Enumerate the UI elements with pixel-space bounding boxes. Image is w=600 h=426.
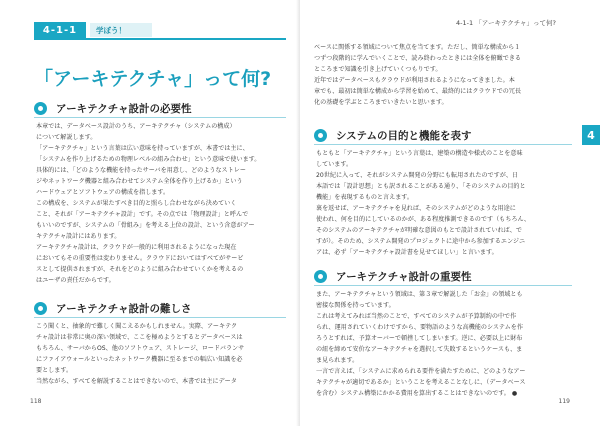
right-page xyxy=(300,0,600,426)
text-line: チャ設計は非常に奥の深い領域で、ここを極めようとするとデータベースは xyxy=(36,334,243,341)
text-line: においてもその重要性は変わりません。クラウドにおいてはすべてがサービ xyxy=(36,255,244,262)
section-number-badge: 4-1-1 xyxy=(34,22,86,38)
running-head: 4-1-1 「アーキテクチャ」って何? xyxy=(456,19,556,27)
text-line: この構成を、システムが果たすべき目的と照らし合わせながら決めていく xyxy=(36,200,237,207)
text-line: 裏を返せば、アーキテクチャを見れば、そのシステムがどのような用途に xyxy=(316,205,516,212)
bullet-icon xyxy=(314,270,327,283)
text-line: キテクチャ設計にはあります。 xyxy=(36,233,121,240)
text-line: について解説します。 xyxy=(36,134,97,141)
heading-underline xyxy=(34,117,286,118)
text-line: の紐を締めて安价なアーキテクチャを選択して失敗するというケースも、ま xyxy=(316,346,523,353)
text-line: 章でも、最初は簡単な構成から学習を始めて、最終的にはクラウドでの冗長 xyxy=(314,88,522,95)
heading-text: システムの目的と機能を表す xyxy=(336,130,472,142)
paragraph-purpose xyxy=(316,148,574,258)
paragraph-necessity xyxy=(36,121,288,286)
text-line: これは考えてみれば当然のことで、すべてのシステムが予算制約の中で作 xyxy=(316,313,517,320)
heading-text: アーキテクチャ設計の難しさ xyxy=(56,303,192,315)
text-line: つずつ段階的に学んでいくことで、読み終わったときには全体を俯瞰できる xyxy=(314,55,522,62)
heading-underline xyxy=(314,144,572,145)
text-line: ベースに関係する領域について焦点を当てます。ただし、簡単な構成から１ xyxy=(314,44,521,51)
page-title: 「アーキテクチャ」って何? xyxy=(34,68,272,90)
section-rule xyxy=(34,38,286,40)
bullet-icon xyxy=(34,102,47,115)
text-line: 具体的には、「どのような機能を持ったサーバを用意し、どのようなストレー xyxy=(36,167,246,174)
heading-text: アーキテクチャ設計の必要性 xyxy=(56,103,192,115)
text-line: また、アーキテクチャという領域は、第３章で解説した「お金」の領域とも xyxy=(316,291,523,298)
text-line: もともと「アーキテクチャ」という言葉は、建築の構造や様式のことを意味 xyxy=(316,150,523,157)
heading-purpose xyxy=(314,128,471,143)
text-line: られ、運用されていくわけですから、要物語のような高機能のシステムを作 xyxy=(316,324,523,331)
paragraph-importance xyxy=(316,289,574,399)
text-line: ま見られます。 xyxy=(316,357,359,364)
paragraph-continued xyxy=(314,42,574,108)
text-line: 当然ながら、すべてを解説することはできないので、本書では主にデータ xyxy=(36,378,237,385)
text-line: 20世紀に入って、それがシステム開発の分野にも転用されたのですが、日 xyxy=(316,172,519,179)
text-line: ところまで知識を引き上げていくつもりです。 xyxy=(314,66,442,73)
text-line: 密接な関係を持っています。 xyxy=(316,302,395,309)
text-line: 近年ではデータベースもクラウドが利用されるようになってきました。本 xyxy=(314,77,515,84)
text-line: はユーザの責任だからです。 xyxy=(36,277,115,284)
page-number-left: 118 xyxy=(30,398,42,405)
heading-importance xyxy=(314,269,471,284)
text-line: アーキテクチャ設計は、クラウドが一般的に利用されるようになった現在 xyxy=(36,244,237,251)
text-line: こと、それが「アーキテクチャ設計」です。その点では「物理設計」と呼んで xyxy=(36,211,249,218)
paragraph-difficulty xyxy=(36,321,288,387)
text-line: アは、必ず「アーキテクチャ設計書を見せてほしい」と言います。 xyxy=(316,249,498,256)
text-line: 一言で言えば、「システムに求められる要件を満たすために、どのようなアー xyxy=(316,368,526,375)
text-line: 「アーキテクチャ」という言葉は広い意味を持っていますが、本書では主に、 xyxy=(36,145,249,152)
bullet-icon xyxy=(34,302,47,315)
text-line: ジやネットワーク機器と組み合わせてシステム全体を作り上げるか」という xyxy=(36,178,243,185)
text-line: そのシステムのアーキテクチャが明確な意図のもとで設計されていれば、で xyxy=(316,227,522,234)
page-number-right: 119 xyxy=(558,398,570,405)
text-line: 使われ、何を目的にしているのかが、ある程度推測できるのです（もちろん、 xyxy=(316,216,531,223)
bullet-icon xyxy=(314,129,327,142)
text-line: 「システムを作り上げるための物理レベルの組み合わせ」という意味で使います。 xyxy=(36,156,261,163)
chapter-tab: 4 xyxy=(582,125,600,145)
text-line: スとして提供されますが、それをどのように組み合わせていくかを考えるの xyxy=(36,266,244,273)
section-tag: 学ぼう！ xyxy=(90,23,152,37)
text-line: 要とします。 xyxy=(36,367,73,374)
text-line: ハードウェアとソフトウェアの構成を指します。 xyxy=(36,189,170,196)
heading-necessity xyxy=(34,101,191,116)
heading-underline xyxy=(34,317,286,318)
heading-underline xyxy=(314,285,572,286)
heading-difficulty xyxy=(34,301,191,316)
text-line: キテクチャが適切であるか」ということを考えることなしに、（データベース xyxy=(316,379,526,386)
text-line: もいいのですが、システムの「骨組み」を考える上位の設計、という含意がアー xyxy=(36,222,255,229)
text-line: を含む）システム構築にかかる費用を算出することはできないのです。 ● xyxy=(316,390,518,397)
text-line: 本語では「設計思想」とも訳されることがある通り、「そのシステムの目的と xyxy=(316,183,526,190)
text-line: しています。 xyxy=(316,161,353,168)
text-line: 本章では、データベース設計のうち、アーキテクチャ（システムの構成） xyxy=(36,123,236,130)
text-line: すが）。そのため、システム開発のプロジェクトに途中から参加するエンジニ xyxy=(316,238,526,245)
text-line: 化の基礎を学ぶところまでいきたいと思います。 xyxy=(314,99,448,106)
text-line: にファイアウォールといったネットワーク機器に至るまでの幅広い知識を必 xyxy=(36,356,243,363)
text-line: もちろん、サーバからOS、他のソフトウェア、ストレージ、ロードバランサ xyxy=(36,345,245,352)
text-line: 機能」を表現するものと言えます。 xyxy=(316,194,414,201)
text-line: こう聞くと、抽象的で難しく聞こえるかもしれません。実際、アーキテク xyxy=(36,323,238,330)
heading-text: アーキテクチャ設計の重要性 xyxy=(336,271,472,283)
text-line: ろうとすれば、予算オーバーで頓挫してしまいます。逆に、必要以上に財布 xyxy=(316,335,523,342)
